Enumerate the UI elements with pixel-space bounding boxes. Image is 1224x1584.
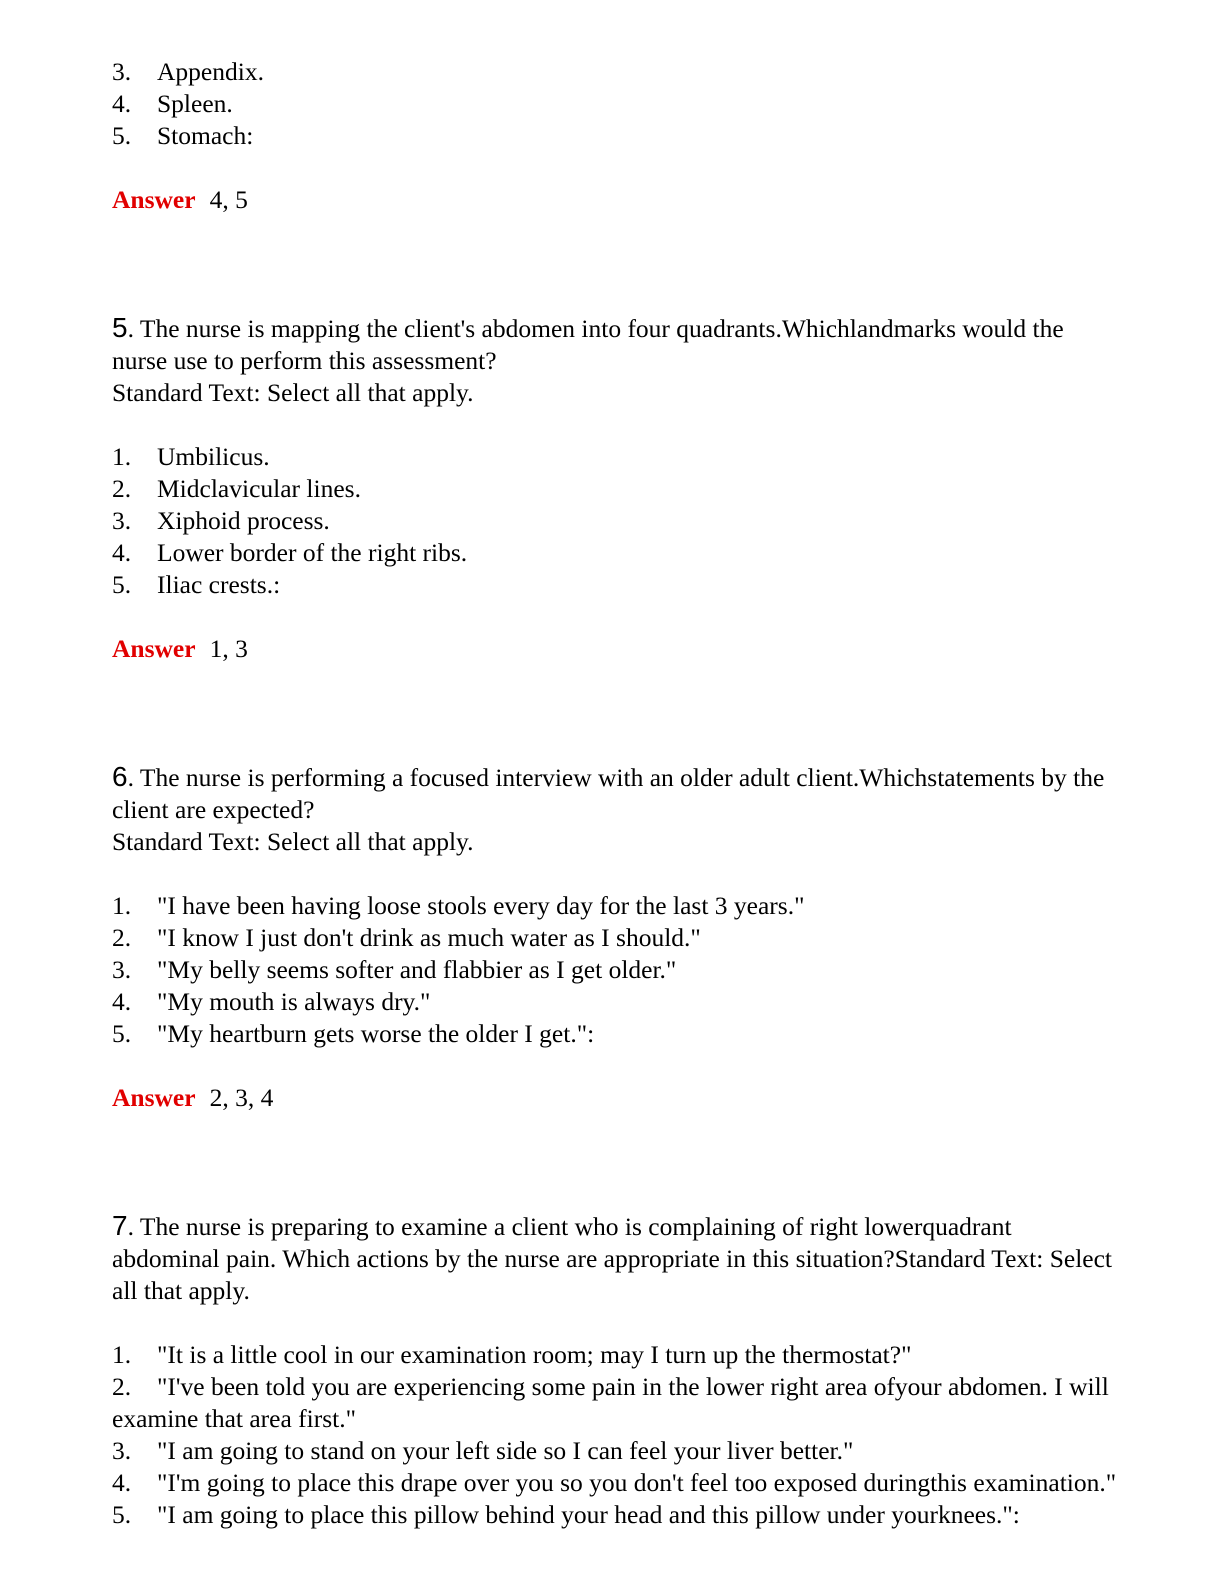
question-6-stem — [112, 761, 1122, 826]
option-item — [112, 88, 1122, 120]
answer-label: Answer — [112, 185, 196, 214]
document-page — [112, 56, 1122, 1531]
option-text: "I've been told you are experiencing some pain in the lower right area ofyour abdomen. I will examine that area first." — [112, 1372, 1109, 1433]
option-number: 1. — [112, 442, 132, 471]
question-number: 5 — [112, 312, 128, 343]
option-text: Spleen. — [157, 89, 233, 118]
question-number: 7 — [112, 1210, 128, 1241]
option-text: Xiphoid process. — [157, 506, 330, 535]
option-item — [112, 922, 1122, 954]
option-item — [112, 1435, 1122, 1467]
option-text: Lower border of the right ribs. — [157, 538, 468, 567]
answer-value: 4, 5 — [209, 185, 248, 214]
option-text: Appendix. — [157, 57, 264, 86]
option-number: 2. — [112, 1372, 132, 1401]
option-text: "I know I just don't drink as much water as I should." — [157, 923, 701, 952]
option-item — [112, 473, 1122, 505]
option-text: "I am going to place this pillow behind your head and this pillow under yourknees.": — [157, 1500, 1020, 1529]
question-6-options — [112, 890, 1122, 1050]
option-item — [112, 890, 1122, 922]
answer-line — [112, 184, 1122, 216]
answer-value: 1, 3 — [209, 634, 248, 663]
option-item — [112, 1467, 1122, 1499]
option-text: "I'm going to place this drape over you so you don't feel too exposed duringthis examination." — [157, 1468, 1117, 1497]
option-item — [112, 537, 1122, 569]
option-item — [112, 954, 1122, 986]
question-text: . The nurse is preparing to examine a client who is complaining of right lowerquadrant abdominal pain. Which actions by the nurse are appropriate in this situation?Standard Text: Select all that apply. — [112, 1212, 1113, 1305]
option-number: 5. — [112, 1019, 132, 1048]
answer-value: 2, 3, 4 — [209, 1083, 274, 1112]
option-item — [112, 56, 1122, 88]
option-item — [112, 1018, 1122, 1050]
option-item — [112, 505, 1122, 537]
question-text: . The nurse is performing a focused interview with an older adult client.Whichstatements by the client are expected? — [112, 763, 1105, 824]
option-text: "My belly seems softer and flabbier as I get older." — [157, 955, 677, 984]
option-item — [112, 1339, 1122, 1371]
answer-line — [112, 1082, 1122, 1114]
option-text: Umbilicus. — [157, 442, 270, 471]
option-text: Iliac crests.: — [157, 570, 281, 599]
answer-line — [112, 633, 1122, 665]
option-text: "My mouth is always dry." — [157, 987, 431, 1016]
option-text: "I am going to stand on your left side so I can feel your liver better." — [157, 1436, 854, 1465]
standard-text: Standard Text: Select all that apply. — [112, 378, 474, 407]
option-text: "I have been having loose stools every day for the last 3 years." — [157, 891, 805, 920]
prev-question-options — [112, 56, 1122, 152]
option-number: 3. — [112, 506, 132, 535]
option-item — [112, 569, 1122, 601]
question-5-options — [112, 441, 1122, 601]
option-number: 2. — [112, 474, 132, 503]
option-text: Midclavicular lines. — [157, 474, 361, 503]
standard-text: Standard Text: Select all that apply. — [112, 827, 474, 856]
question-5-stem — [112, 312, 1122, 377]
option-number: 2. — [112, 923, 132, 952]
option-item — [112, 1371, 1122, 1435]
option-number: 4. — [112, 1468, 132, 1497]
option-text: "My heartburn gets worse the older I get.": — [157, 1019, 595, 1048]
option-number: 3. — [112, 1436, 132, 1465]
option-text: Stomach: — [157, 121, 254, 150]
option-item — [112, 441, 1122, 473]
option-number: 1. — [112, 891, 132, 920]
answer-label: Answer — [112, 1083, 196, 1112]
option-text: "It is a little cool in our examination room; may I turn up the thermostat?" — [157, 1340, 912, 1369]
option-number: 4. — [112, 89, 132, 118]
option-number: 5. — [112, 121, 132, 150]
question-7-stem — [112, 1210, 1122, 1307]
question-text: . The nurse is mapping the client's abdomen into four quadrants.Whichlandmarks would the nurse use to perform this assessment? — [112, 314, 1064, 375]
option-number: 3. — [112, 955, 132, 984]
option-number: 3. — [112, 57, 132, 86]
option-item — [112, 986, 1122, 1018]
option-item — [112, 120, 1122, 152]
answer-label: Answer — [112, 634, 196, 663]
question-number: 6 — [112, 761, 128, 792]
option-item — [112, 1499, 1122, 1531]
option-number: 1. — [112, 1340, 132, 1369]
option-number: 5. — [112, 570, 132, 599]
option-number: 4. — [112, 987, 132, 1016]
option-number: 5. — [112, 1500, 132, 1529]
question-7-options — [112, 1339, 1122, 1531]
option-number: 4. — [112, 538, 132, 567]
